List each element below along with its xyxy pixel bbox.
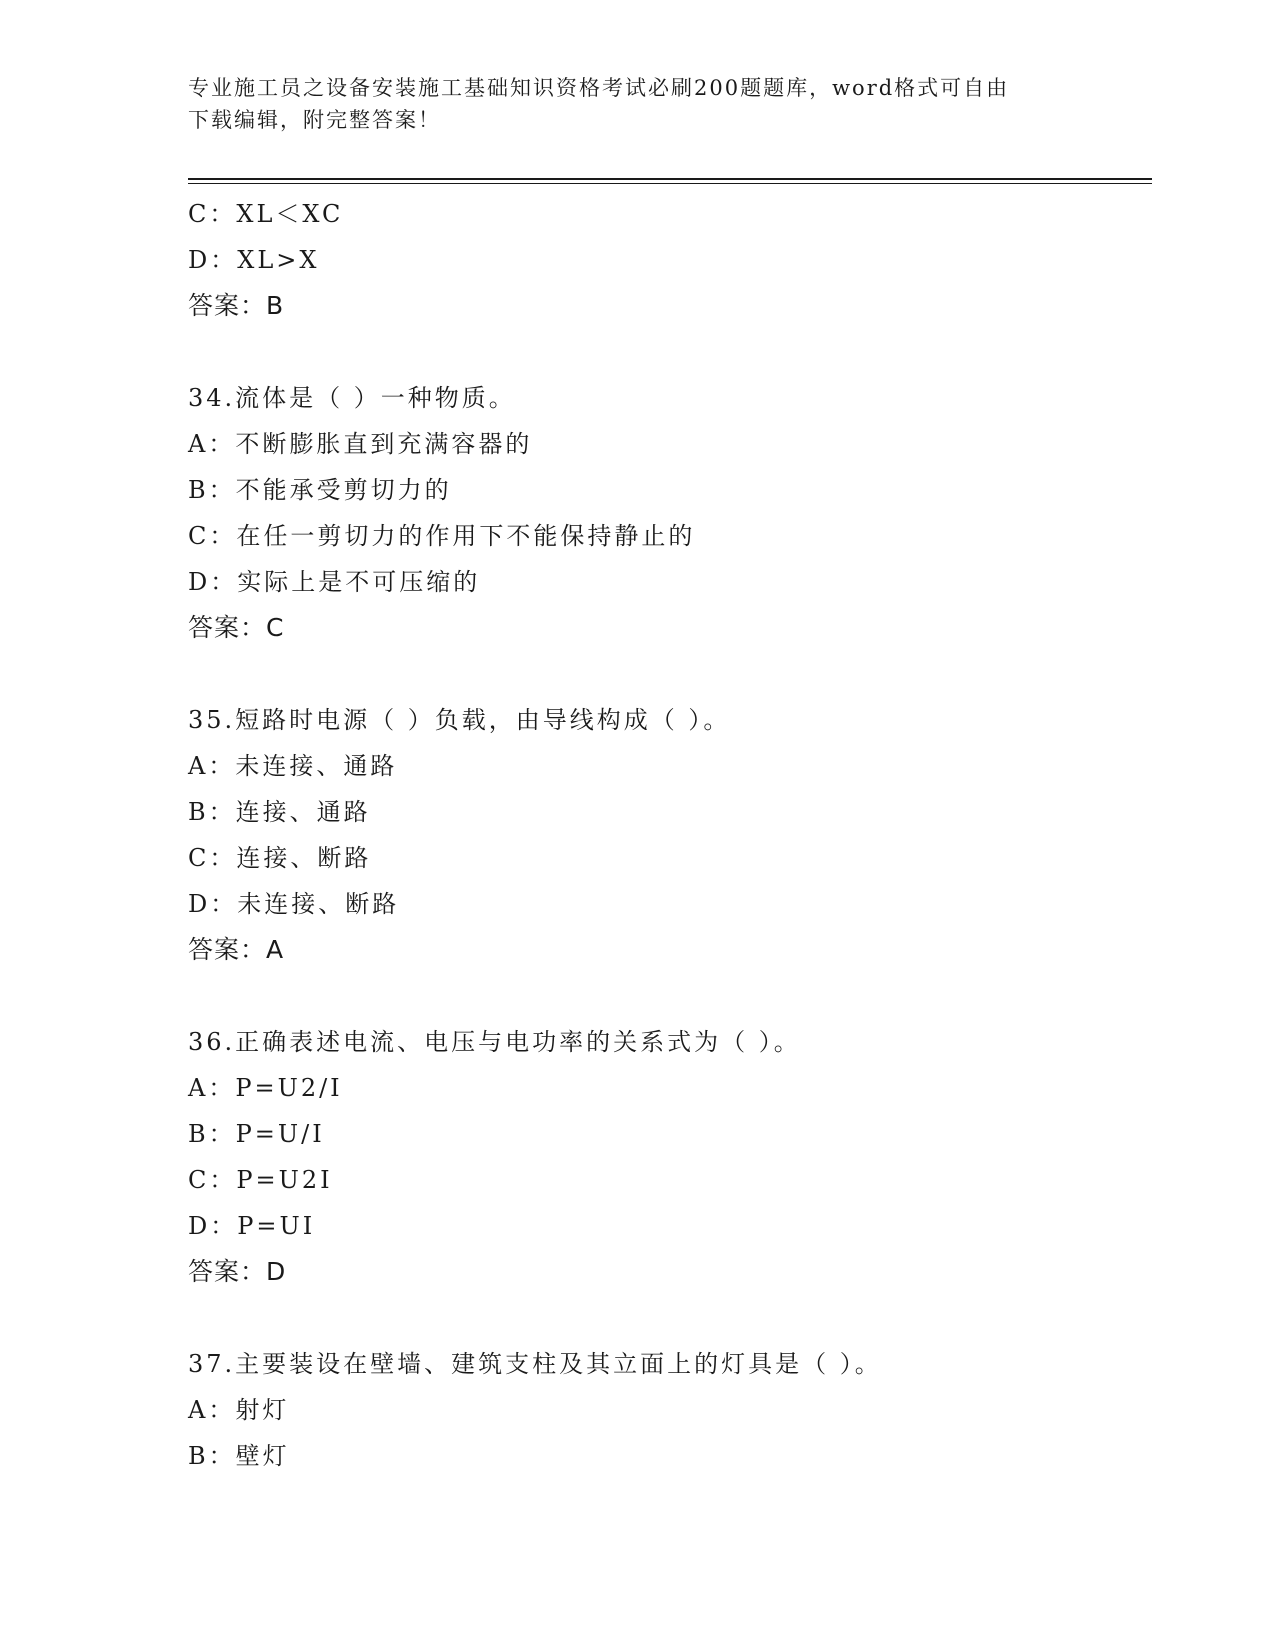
- option-b: B：连接、通路: [188, 798, 371, 826]
- option-a: A：射灯: [188, 1396, 290, 1424]
- spacer: [188, 1295, 1148, 1341]
- option-c: C：连接、断路: [188, 844, 372, 872]
- question-stem: 36.正确表述电流、电压与电功率的关系式为（ ）。: [188, 1028, 801, 1056]
- option-d: D：未连接、断路: [188, 890, 400, 918]
- option-d: D：XL>X: [188, 246, 320, 274]
- answer: 答案：C: [188, 613, 285, 642]
- answer: 答案：A: [188, 935, 285, 964]
- spacer: [188, 973, 1148, 1019]
- header-rule-thick: [188, 178, 1152, 180]
- question-stem: 35.短路时电源（ ）负载，由导线构成（ ）。: [188, 706, 731, 734]
- header-rule-thin: [188, 183, 1152, 184]
- option-a: A：不断膨胀直到充满容器的: [188, 430, 533, 458]
- option-a: A：P=U2/I: [188, 1074, 343, 1102]
- spacer: [188, 329, 1148, 375]
- option-c: C：XL＜XC: [188, 200, 344, 228]
- option-a: A：未连接、通路: [188, 752, 398, 780]
- header-line-2: 下载编辑，附完整答案！: [188, 108, 441, 132]
- option-b: B：不能承受剪切力的: [188, 476, 452, 504]
- header-line-1: 专业施工员之设备安装施工基础知识资格考试必刷200题题库，word格式可自由: [188, 76, 1010, 100]
- question-stem: 37.主要装设在壁墙、建筑支柱及其立面上的灯具是（ ）。: [188, 1350, 882, 1378]
- option-c: C：在任一剪切力的作用下不能保持静止的: [188, 522, 696, 550]
- question-list: [188, 191, 1148, 1479]
- option-c: C：P=U2I: [188, 1166, 333, 1194]
- option-b: B：壁灯: [188, 1442, 290, 1470]
- option-d: D：P=UI: [188, 1212, 316, 1240]
- option-b: B：P=U/I: [188, 1120, 325, 1148]
- answer: 答案：B: [188, 291, 285, 320]
- answer: 答案：D: [188, 1257, 287, 1286]
- document-header: [188, 72, 1088, 136]
- spacer: [188, 651, 1148, 697]
- question-stem: 34.流体是（ ）一种物质。: [188, 384, 516, 412]
- option-d: D：实际上是不可压缩的: [188, 568, 481, 596]
